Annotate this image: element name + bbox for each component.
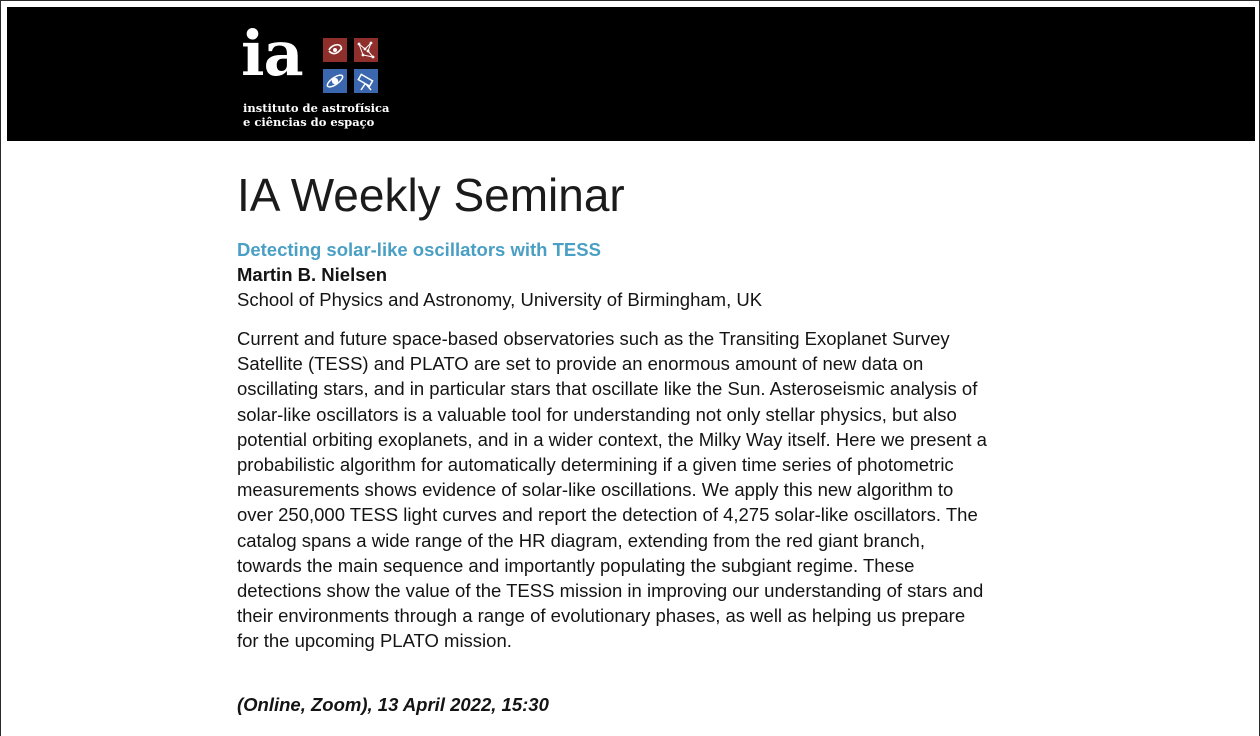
- abstract-line: catalog spans a wide range of the HR diagram, extending from the red giant branch,: [237, 529, 925, 551]
- abstract-line: potential orbiting exoplanets, and in a wider context, the Milky Way itself. Here we present a: [237, 428, 987, 450]
- abstract-line: probabilistic algorithm for automatically determining if a given time series of photometric: [237, 454, 954, 476]
- seminar-content: [237, 167, 1007, 717]
- speaker-affiliation: School of Physics and Astronomy, University of Birmingham, UK: [237, 289, 763, 310]
- abstract-line: detections show the value of the TESS mission in improving our understanding of stars and: [237, 580, 984, 602]
- event-details: (Online, Zoom), 13 April 2022, 15:30: [237, 693, 549, 715]
- abstract: [237, 326, 1007, 654]
- header-bar: [7, 7, 1255, 141]
- abstract-line: over 250,000 TESS light curves and report the detection of 4,275 solar-like oscillators. The: [237, 504, 978, 526]
- speaker-name: Martin B. Nielsen: [237, 264, 388, 285]
- logo-text-line-2: e ciências do espaço: [243, 115, 375, 129]
- abstract-line: for the upcoming PLATO mission.: [237, 630, 512, 652]
- logo-text-line-1: instituto de astrofísica: [243, 101, 390, 115]
- abstract-line: Current and future space-based observatories such as the Transiting Exoplanet Survey: [237, 328, 950, 349]
- abstract-line: measurements shows evidence of solar-like oscillations. We apply this new algorithm to: [237, 479, 954, 501]
- telescope-icon: [354, 69, 378, 93]
- abstract-line: towards the main sequence and importantly populating the subgiant regime. These: [237, 554, 915, 576]
- logo-mark: ia: [241, 17, 303, 90]
- abstract-line: oscillating stars, and in particular stars that oscillate like the Sun. Asteroseismic analysis of: [237, 378, 978, 400]
- abstract-line: their environments through a range of evolutionary phases, as well as helping us prepare: [237, 605, 966, 627]
- abstract-line: Satellite (TESS) and PLATO are set to provide an enormous amount of new data on: [237, 353, 924, 375]
- institute-logo[interactable]: [237, 17, 397, 133]
- talk-title: Detecting solar-like oscillators with TESS: [237, 239, 601, 260]
- page-title: IA Weekly Seminar: [237, 169, 625, 221]
- abstract-line: solar-like oscillators is a valuable tool for understanding not only stellar physics, but also: [237, 403, 957, 425]
- constellation-icon: [354, 38, 378, 62]
- galaxy-icon: [323, 38, 347, 62]
- planet-orbit-icon: [323, 69, 347, 93]
